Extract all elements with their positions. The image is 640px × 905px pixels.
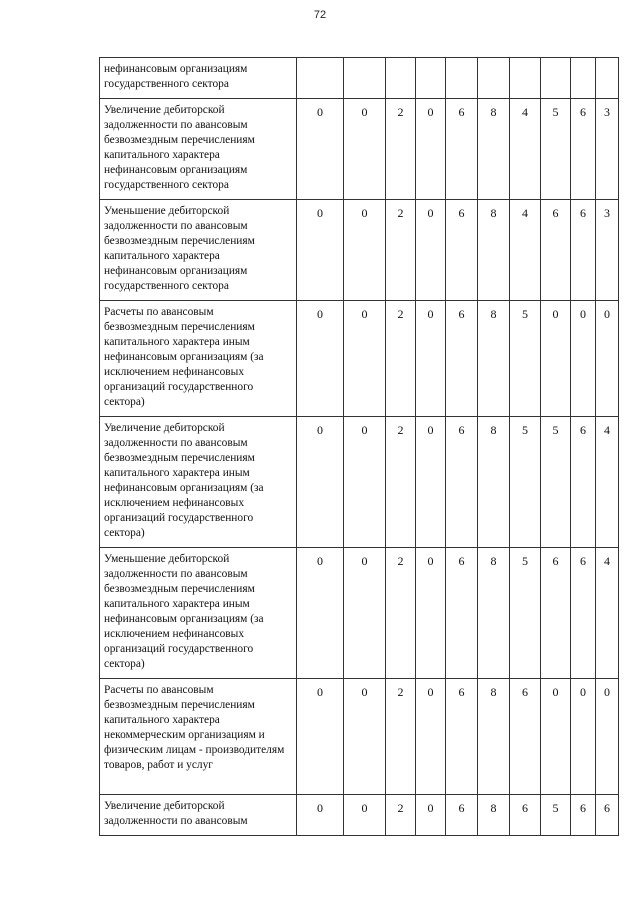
account-description: Увеличение дебиторской задолженности по авансовым безвозмездным перечислениям капитального характера иным нефинансовым организациям (за исключением нефинансовых организаций государственного сектора): [100, 417, 297, 548]
table-row: [100, 301, 619, 417]
code-digit: 3: [596, 99, 619, 200]
code-digit: 6: [510, 679, 541, 795]
code-digit: 6: [571, 99, 596, 200]
code-digit: [571, 58, 596, 99]
page-number: 72: [313, 9, 327, 21]
code-digit: 0: [596, 679, 619, 795]
code-digit: 8: [478, 679, 510, 795]
code-digit: 0: [297, 99, 344, 200]
code-digit: 5: [541, 99, 571, 200]
account-description: Увеличение дебиторской задолженности по авансовым безвозмездным перечислениям капитального характера нефинансовым организациям государственного сектора: [100, 99, 297, 200]
account-description: Уменьшение дебиторской задолженности по авансовым безвозмездным перечислениям капитального характера нефинансовым организациям государственного сектора: [100, 200, 297, 301]
account-description: Расчеты по авансовым безвозмездным перечислениям капитального характера иным нефинансовым организациям (за исключением нефинансовых организаций государственного сектора): [100, 301, 297, 417]
code-digit: 6: [571, 200, 596, 301]
code-digit: 6: [596, 795, 619, 836]
code-digit: [596, 58, 619, 99]
code-digit: 2: [386, 301, 416, 417]
code-digit: 2: [386, 548, 416, 679]
code-digit: 5: [510, 548, 541, 679]
account-code-table: [99, 57, 619, 836]
code-digit: 2: [386, 200, 416, 301]
code-digit: 0: [297, 795, 344, 836]
table-row: [100, 58, 619, 99]
code-digit: 0: [344, 679, 386, 795]
code-digit: 6: [571, 795, 596, 836]
code-digit: 2: [386, 417, 416, 548]
code-digit: 6: [446, 200, 478, 301]
code-digit: [478, 58, 510, 99]
table-row: [100, 200, 619, 301]
table-row: [100, 548, 619, 679]
code-digit: 4: [510, 200, 541, 301]
code-digit: 0: [344, 99, 386, 200]
code-digit: [446, 58, 478, 99]
code-digit: 8: [478, 99, 510, 200]
code-digit: 0: [297, 417, 344, 548]
code-digit: 8: [478, 795, 510, 836]
code-digit: 6: [446, 417, 478, 548]
code-digit: 0: [571, 679, 596, 795]
code-digit: 8: [478, 417, 510, 548]
code-digit: 0: [416, 301, 446, 417]
code-digit: 8: [478, 200, 510, 301]
code-digit: 6: [541, 548, 571, 679]
code-digit: 6: [571, 548, 596, 679]
code-digit: 4: [596, 548, 619, 679]
code-digit: 0: [297, 301, 344, 417]
code-digit: 0: [344, 795, 386, 836]
table-row: [100, 99, 619, 200]
table-row: [100, 679, 619, 795]
code-digit: 6: [446, 301, 478, 417]
code-digit: 5: [510, 417, 541, 548]
code-digit: 5: [541, 417, 571, 548]
code-digit: 2: [386, 99, 416, 200]
code-digit: 4: [510, 99, 541, 200]
code-digit: [344, 58, 386, 99]
code-digit: 6: [541, 200, 571, 301]
code-digit: 0: [297, 548, 344, 679]
code-digit: 0: [541, 301, 571, 417]
code-digit: 0: [297, 679, 344, 795]
code-digit: 0: [416, 548, 446, 679]
code-digit: 6: [446, 795, 478, 836]
code-digit: [416, 58, 446, 99]
code-digit: 5: [510, 301, 541, 417]
code-digit: 0: [416, 679, 446, 795]
code-digit: 0: [416, 417, 446, 548]
code-digit: 0: [541, 679, 571, 795]
code-digit: 0: [344, 301, 386, 417]
code-digit: 0: [297, 200, 344, 301]
code-digit: 0: [344, 417, 386, 548]
code-digit: 0: [416, 795, 446, 836]
code-digit: 6: [446, 548, 478, 679]
account-description: Уменьшение дебиторской задолженности по авансовым безвозмездным перечислениям капитального характера иным нефинансовым организациям (за исключением нефинансовых организаций государственного сектора): [100, 548, 297, 679]
code-digit: 0: [416, 99, 446, 200]
code-digit: 6: [446, 679, 478, 795]
code-digit: 8: [478, 548, 510, 679]
code-digit: 5: [541, 795, 571, 836]
account-description: Расчеты по авансовым безвозмездным перечислениям капитального характера некоммерческим организациям и физическим лицам - производителям товаров, работ и услуг: [100, 679, 297, 795]
account-description: Увеличение дебиторской задолженности по авансовым: [100, 795, 297, 836]
code-digit: [297, 58, 344, 99]
code-digit: 6: [571, 417, 596, 548]
code-digit: [510, 58, 541, 99]
code-digit: 8: [478, 301, 510, 417]
code-digit: 6: [510, 795, 541, 836]
account-description: нефинансовым организациям государственного сектора: [100, 58, 297, 99]
code-digit: 6: [446, 99, 478, 200]
code-digit: 2: [386, 679, 416, 795]
table-row: [100, 795, 619, 836]
code-digit: 0: [571, 301, 596, 417]
code-digit: [541, 58, 571, 99]
code-digit: 4: [596, 417, 619, 548]
code-digit: 0: [596, 301, 619, 417]
code-digit: 3: [596, 200, 619, 301]
table-row: [100, 417, 619, 548]
code-digit: 2: [386, 795, 416, 836]
code-digit: 0: [416, 200, 446, 301]
code-digit: 0: [344, 548, 386, 679]
code-digit: [386, 58, 416, 99]
code-digit: 0: [344, 200, 386, 301]
